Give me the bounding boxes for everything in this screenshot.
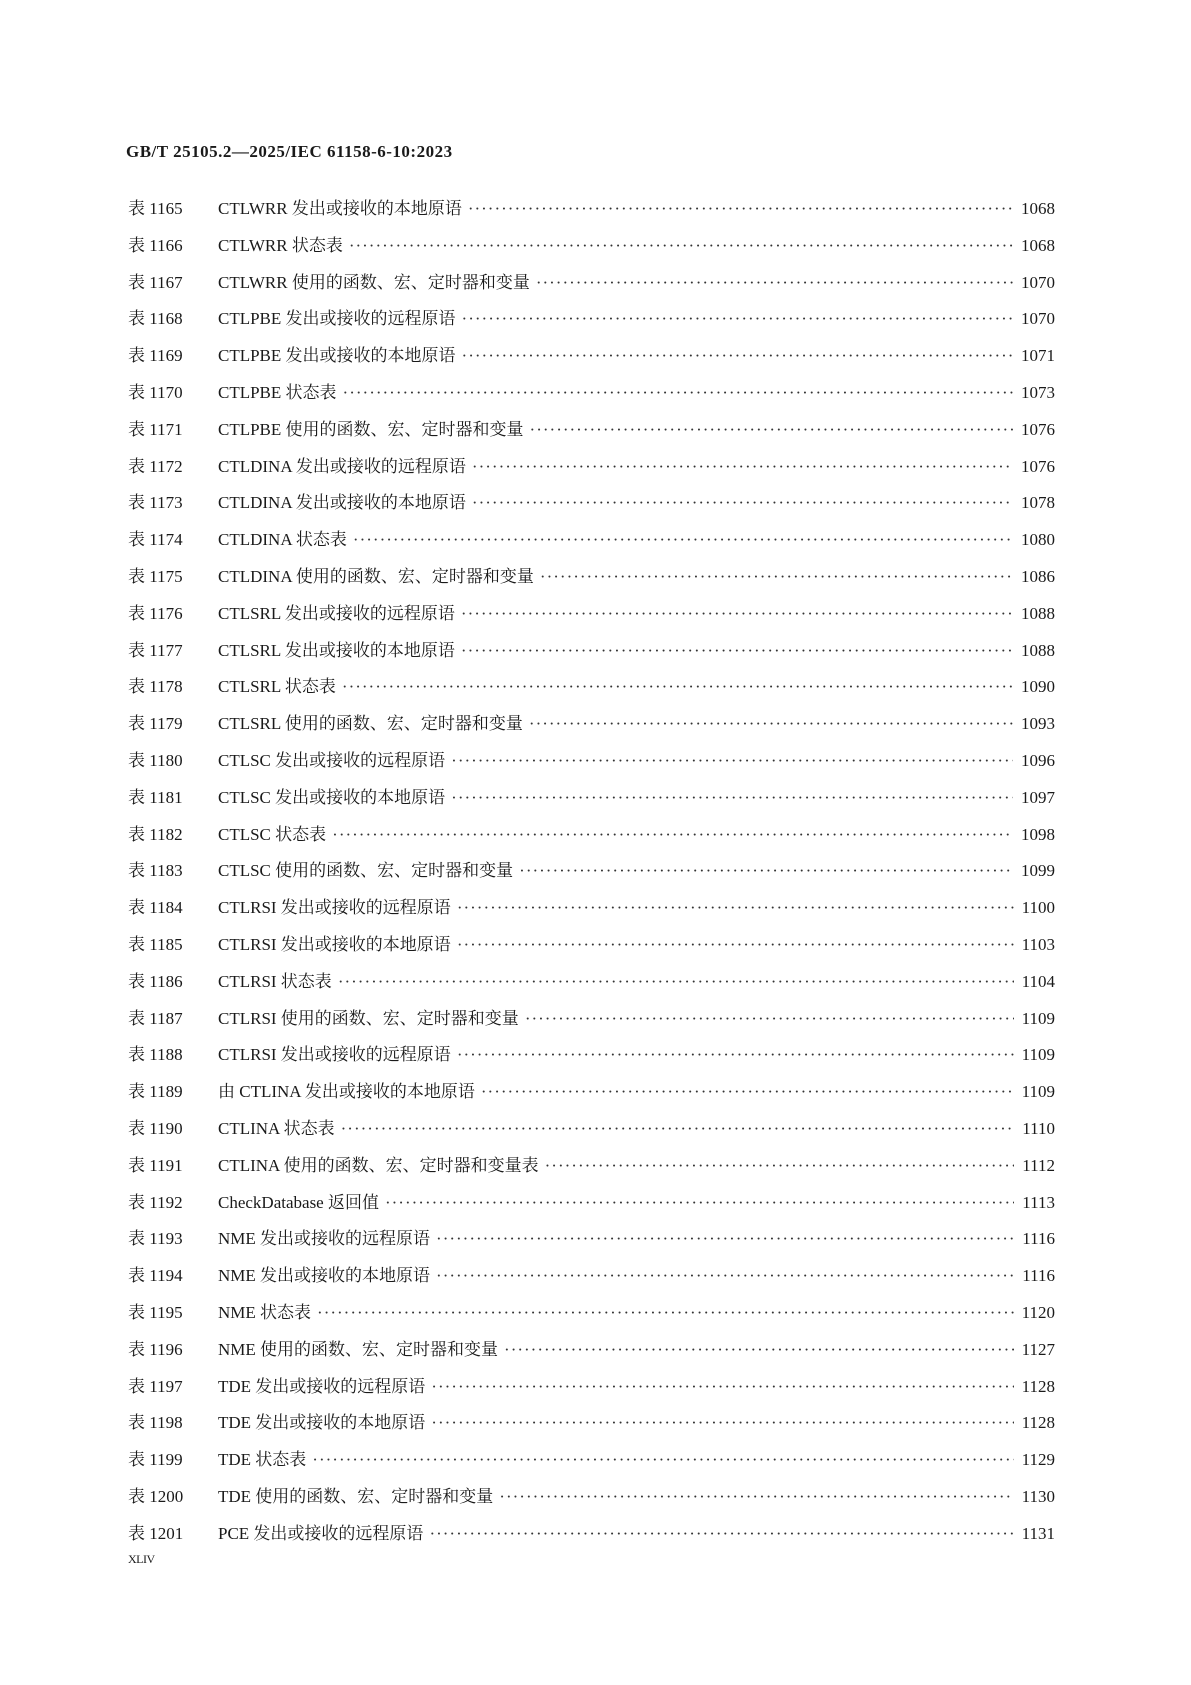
toc-entry[interactable] xyxy=(128,1114,1055,1151)
toc-table-title: NME 使用的函数、宏、定时器和变量 xyxy=(218,1339,499,1359)
page-number: XLIV xyxy=(128,1552,155,1566)
toc-table-title: CTLPBE 发出或接收的本地原语 xyxy=(218,346,456,366)
toc-leader-dots xyxy=(332,825,1013,845)
toc-leader-dots xyxy=(338,972,1014,992)
toc-table-title: NME 发出或接收的本地原语 xyxy=(218,1266,431,1286)
toc-entry[interactable] xyxy=(128,893,1055,930)
toc-table-number: 表 1178 xyxy=(128,677,183,697)
toc-table-number: 表 1177 xyxy=(128,640,183,660)
toc-leader-dots xyxy=(499,1487,1013,1507)
toc-entry[interactable] xyxy=(128,1004,1055,1041)
toc-table-title: TDE 使用的函数、宏、定时器和变量 xyxy=(218,1486,494,1506)
table-of-contents-list xyxy=(128,194,1055,1555)
toc-entry[interactable] xyxy=(128,599,1055,636)
toc-entry[interactable] xyxy=(128,1298,1055,1335)
toc-table-number: 表 1184 xyxy=(128,898,183,918)
toc-entry[interactable] xyxy=(128,746,1055,783)
toc-table-title: PCE 发出或接收的远程原语 xyxy=(218,1523,424,1543)
document-header xyxy=(126,142,453,162)
toc-leader-dots xyxy=(457,1045,1014,1065)
toc-entry[interactable] xyxy=(128,856,1055,893)
toc-table-number: 表 1167 xyxy=(128,272,183,292)
toc-leader-dots xyxy=(451,788,1013,808)
toc-table-number: 表 1190 xyxy=(128,1118,183,1138)
toc-table-title: CTLSRL 状态表 xyxy=(218,677,336,697)
toc-leader-dots xyxy=(472,457,1013,477)
toc-table-number: 表 1201 xyxy=(128,1523,184,1543)
toc-leader-dots xyxy=(472,493,1013,513)
toc-page-number: 1100 xyxy=(1021,898,1055,918)
toc-page-number: 1113 xyxy=(1022,1192,1055,1212)
toc-table-number: 表 1194 xyxy=(128,1266,183,1286)
toc-table-title: CTLDINA 发出或接收的本地原语 xyxy=(218,493,466,513)
toc-entry[interactable] xyxy=(128,268,1055,305)
toc-leader-dots xyxy=(468,199,1013,219)
toc-page-number: 1076 xyxy=(1021,419,1055,439)
toc-leader-dots xyxy=(519,861,1013,881)
toc-page-number: 1068 xyxy=(1021,235,1055,255)
toc-table-title: CTLWRR 发出或接收的本地原语 xyxy=(218,199,462,218)
toc-table-title: CTLRSI 使用的函数、宏、定时器和变量 xyxy=(218,1008,519,1028)
toc-entry[interactable] xyxy=(128,488,1055,525)
toc-page-number: 1110 xyxy=(1022,1118,1055,1138)
toc-page-number: 1086 xyxy=(1021,566,1055,586)
toc-page-number: 1088 xyxy=(1021,603,1055,623)
toc-table-title: CTLWRR 状态表 xyxy=(218,235,343,255)
toc-table-number: 表 1185 xyxy=(128,934,183,954)
toc-table-number: 表 1188 xyxy=(128,1045,183,1065)
toc-leader-dots xyxy=(317,1303,1014,1323)
toc-table-number: 表 1171 xyxy=(128,419,183,439)
toc-leader-dots xyxy=(451,751,1013,771)
toc-table-title: NME 状态表 xyxy=(218,1302,312,1322)
standard-number: GB/T 25105.2—2025/IEC 61158-6-10:2023 xyxy=(126,142,453,161)
toc-leader-dots xyxy=(341,1119,1015,1139)
toc-page-number: 1068 xyxy=(1021,199,1055,218)
toc-entry[interactable] xyxy=(128,415,1055,452)
toc-leader-dots xyxy=(436,1266,1014,1286)
toc-table-title: CTLRSI 状态表 xyxy=(218,971,332,991)
toc-table-number: 表 1193 xyxy=(128,1229,183,1249)
toc-leader-dots xyxy=(312,1450,1013,1470)
toc-entry[interactable] xyxy=(128,1482,1055,1519)
toc-page-number: 1112 xyxy=(1022,1155,1055,1175)
toc-table-number: 表 1169 xyxy=(128,346,183,366)
toc-page-number: 1128 xyxy=(1021,1413,1055,1433)
toc-table-title: CTLRSI 发出或接收的远程原语 xyxy=(218,898,451,918)
toc-page-number: 1097 xyxy=(1021,787,1055,807)
toc-table-number: 表 1192 xyxy=(128,1192,183,1212)
toc-entry[interactable] xyxy=(128,820,1055,857)
toc-page-number: 1120 xyxy=(1021,1302,1055,1322)
toc-entry[interactable] xyxy=(128,194,1055,231)
toc-leader-dots xyxy=(525,1009,1014,1029)
toc-table-title: CTLPBE 使用的函数、宏、定时器和变量 xyxy=(218,419,524,439)
toc-page-number: 1130 xyxy=(1021,1486,1055,1506)
toc-page-number: 1104 xyxy=(1021,971,1055,991)
toc-page-number: 1080 xyxy=(1021,530,1055,550)
toc-page-number: 1070 xyxy=(1021,309,1055,329)
toc-entry[interactable] xyxy=(128,341,1055,378)
toc-table-title: CTLSRL 发出或接收的本地原语 xyxy=(218,640,455,660)
toc-page-number: 1098 xyxy=(1021,824,1055,844)
toc-table-number: 表 1172 xyxy=(128,456,183,476)
toc-leader-dots xyxy=(530,420,1013,440)
toc-table-title: CTLSC 使用的函数、宏、定时器和变量 xyxy=(218,861,514,881)
toc-page-number: 1073 xyxy=(1021,382,1055,402)
toc-entry[interactable] xyxy=(128,378,1055,415)
toc-page-number: 1070 xyxy=(1021,272,1055,292)
toc-table-number: 表 1174 xyxy=(128,530,183,550)
toc-leader-dots xyxy=(457,935,1014,955)
toc-table-title: CTLDINA 状态表 xyxy=(218,530,347,550)
toc-table-number: 表 1168 xyxy=(128,309,183,329)
toc-table-title: CTLSC 发出或接收的远程原语 xyxy=(218,750,446,770)
toc-leader-dots xyxy=(457,898,1014,918)
toc-page-number: 1078 xyxy=(1021,493,1055,513)
toc-page-number: 1127 xyxy=(1021,1339,1055,1359)
toc-leader-dots xyxy=(504,1340,1014,1360)
toc-table-number: 表 1199 xyxy=(128,1450,183,1470)
toc-entry[interactable] xyxy=(128,967,1055,1004)
toc-table-title: TDE 发出或接收的远程原语 xyxy=(218,1376,426,1396)
toc-leader-dots xyxy=(540,567,1013,587)
toc-page-number: 1099 xyxy=(1021,861,1055,881)
toc-table-title: CTLPBE 状态表 xyxy=(218,382,337,402)
toc-entry[interactable] xyxy=(128,1408,1055,1445)
toc-table-title: CheckDatabase 返回值 xyxy=(218,1192,379,1212)
toc-table-number: 表 1186 xyxy=(128,971,183,991)
toc-table-title: TDE 状态表 xyxy=(218,1450,307,1470)
toc-leader-dots xyxy=(431,1413,1013,1433)
toc-entry[interactable] xyxy=(128,672,1055,709)
toc-table-number: 表 1165 xyxy=(128,199,183,218)
toc-table-number: 表 1196 xyxy=(128,1339,183,1359)
toc-leader-dots xyxy=(529,714,1013,734)
toc-entry[interactable] xyxy=(128,231,1055,268)
toc-table-title: CTLDINA 发出或接收的远程原语 xyxy=(218,456,466,476)
toc-entry[interactable] xyxy=(128,636,1055,673)
toc-entry[interactable] xyxy=(128,1151,1055,1188)
toc-table-number: 表 1175 xyxy=(128,566,183,586)
toc-table-number: 表 1181 xyxy=(128,787,183,807)
toc-page-number: 1093 xyxy=(1021,714,1055,734)
toc-entry[interactable] xyxy=(128,304,1055,341)
toc-leader-dots xyxy=(461,641,1013,661)
toc-page-number: 1131 xyxy=(1021,1523,1055,1543)
toc-entry[interactable] xyxy=(128,1040,1055,1077)
toc-table-number: 表 1195 xyxy=(128,1302,183,1322)
toc-table-number: 表 1200 xyxy=(128,1486,184,1506)
toc-leader-dots xyxy=(431,1377,1013,1397)
toc-page-number: 1076 xyxy=(1021,456,1055,476)
toc-entry[interactable] xyxy=(128,1077,1055,1114)
toc-table-title: TDE 发出或接收的本地原语 xyxy=(218,1413,426,1433)
toc-entry[interactable] xyxy=(128,1188,1055,1225)
toc-page-number: 1116 xyxy=(1022,1266,1055,1286)
toc-table-title: CTLSRL 使用的函数、宏、定时器和变量 xyxy=(218,714,523,734)
toc-table-title: CTLINA 状态表 xyxy=(218,1118,335,1138)
toc-entry[interactable] xyxy=(128,1519,1055,1556)
toc-table-title: CTLRSI 发出或接收的本地原语 xyxy=(218,934,451,954)
toc-leader-dots xyxy=(545,1156,1015,1176)
toc-leader-dots xyxy=(462,309,1013,329)
toc-table-number: 表 1183 xyxy=(128,861,183,881)
toc-leader-dots xyxy=(353,530,1013,550)
toc-entry[interactable] xyxy=(128,783,1055,820)
toc-table-title: 由 CTLINA 发出或接收的本地原语 xyxy=(218,1082,475,1102)
toc-table-number: 表 1182 xyxy=(128,824,183,844)
toc-page-number: 1109 xyxy=(1021,1082,1055,1102)
toc-table-number: 表 1166 xyxy=(128,235,183,255)
toc-leader-dots xyxy=(429,1524,1013,1544)
toc-table-title: CTLSC 发出或接收的本地原语 xyxy=(218,787,446,807)
toc-leader-dots xyxy=(436,1229,1014,1249)
toc-leader-dots xyxy=(461,604,1013,624)
toc-table-number: 表 1179 xyxy=(128,714,183,734)
toc-table-number: 表 1187 xyxy=(128,1008,183,1028)
toc-leader-dots xyxy=(343,383,1013,403)
toc-table-title: CTLSC 状态表 xyxy=(218,824,327,844)
toc-entry[interactable] xyxy=(128,930,1055,967)
toc-table-number: 表 1197 xyxy=(128,1376,183,1396)
toc-leader-dots xyxy=(481,1082,1014,1102)
toc-entry[interactable] xyxy=(128,525,1055,562)
toc-table-title: CTLPBE 发出或接收的远程原语 xyxy=(218,309,456,329)
toc-page-number: 1129 xyxy=(1021,1450,1055,1470)
toc-page-number: 1096 xyxy=(1021,750,1055,770)
toc-table-number: 表 1191 xyxy=(128,1155,183,1175)
toc-leader-dots xyxy=(349,236,1013,256)
toc-table-title: CTLDINA 使用的函数、宏、定时器和变量 xyxy=(218,566,534,586)
toc-table-title: NME 发出或接收的远程原语 xyxy=(218,1229,431,1249)
toc-table-title: CTLSRL 发出或接收的远程原语 xyxy=(218,603,455,623)
toc-table-number: 表 1173 xyxy=(128,493,183,513)
toc-page-number: 1128 xyxy=(1021,1376,1055,1396)
toc-table-title: CTLINA 使用的函数、宏、定时器和变量表 xyxy=(218,1155,539,1175)
toc-entry[interactable] xyxy=(128,709,1055,746)
toc-entry[interactable] xyxy=(128,452,1055,489)
toc-entry[interactable] xyxy=(128,1261,1055,1298)
toc-page-number: 1103 xyxy=(1021,934,1055,954)
toc-leader-dots xyxy=(536,273,1013,293)
toc-leader-dots xyxy=(342,677,1013,697)
toc-page-number: 1109 xyxy=(1021,1008,1055,1028)
toc-table-number: 表 1176 xyxy=(128,603,183,623)
toc-table-title: CTLRSI 发出或接收的远程原语 xyxy=(218,1045,451,1065)
toc-table-title: CTLWRR 使用的函数、宏、定时器和变量 xyxy=(218,272,530,292)
toc-entry[interactable] xyxy=(128,1224,1055,1261)
toc-page-number: 1116 xyxy=(1022,1229,1055,1249)
toc-table-number: 表 1170 xyxy=(128,382,183,402)
toc-table-number: 表 1189 xyxy=(128,1082,183,1102)
toc-leader-dots xyxy=(462,346,1013,366)
toc-entry[interactable] xyxy=(128,1445,1055,1482)
toc-entry[interactable] xyxy=(128,1335,1055,1372)
toc-page-number: 1109 xyxy=(1021,1045,1055,1065)
toc-table-number: 表 1198 xyxy=(128,1413,183,1433)
toc-leader-dots xyxy=(385,1193,1014,1213)
toc-entry[interactable] xyxy=(128,562,1055,599)
toc-table-number: 表 1180 xyxy=(128,750,183,770)
toc-page-number: 1090 xyxy=(1021,677,1055,697)
toc-page-number: 1071 xyxy=(1021,346,1055,366)
toc-page-number: 1088 xyxy=(1021,640,1055,660)
toc-entry[interactable] xyxy=(128,1372,1055,1409)
